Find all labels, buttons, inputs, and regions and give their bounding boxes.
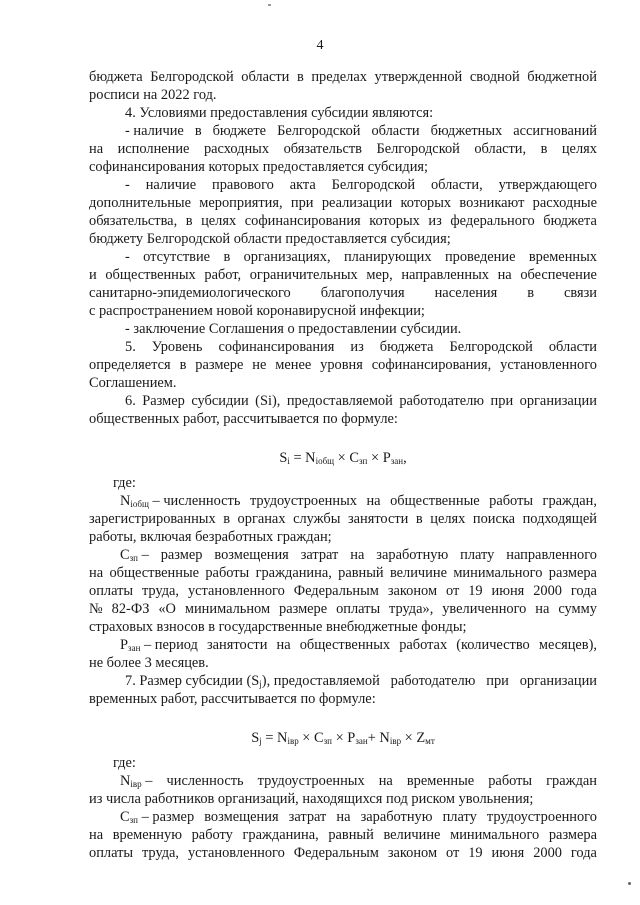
word: труда», <box>389 601 434 617</box>
formula-2: $S_j = N_{iвр} \times C_{зп} \times P_{зан}+ N_{iвр} \times Z_{мт}$ <box>251 730 435 746</box>
word: области <box>371 123 420 139</box>
word: возмещения <box>204 809 279 825</box>
word: области, <box>474 141 527 157</box>
paragraph-line: - заключение Соглашения о предоставлении субсидии. <box>125 321 462 337</box>
word: при <box>290 195 314 211</box>
word: организации <box>519 673 597 689</box>
word: возмещения <box>214 547 289 563</box>
word: софинансирования <box>244 213 361 229</box>
word: на <box>497 267 512 283</box>
word: размер <box>160 547 203 563</box>
word: поиска <box>472 511 516 527</box>
paragraph-line: общественных работ, рассчитывается по формуле: <box>89 411 398 427</box>
word: размере <box>279 601 328 617</box>
word: исполнение <box>117 141 190 157</box>
paragraph-line: бюджету Белгородской области предоставляется субсидия; <box>89 231 451 247</box>
paragraph-line <box>89 140 597 158</box>
word: в <box>527 285 535 301</box>
word: 5. <box>125 339 136 355</box>
paragraph-line: временных работ, рассчитывается по формуле: <box>89 691 376 707</box>
word: утвержденной <box>374 69 463 85</box>
word: определяется <box>89 357 171 373</box>
word: области <box>548 339 597 355</box>
word: федерального <box>450 213 535 229</box>
word: из <box>428 213 442 229</box>
word: которых <box>400 195 452 211</box>
word: 19 <box>468 845 483 861</box>
word: плату <box>460 547 495 563</box>
paragraph-line <box>89 826 597 844</box>
word: затрат <box>300 547 339 563</box>
word: граждан <box>546 773 597 789</box>
word: равный <box>328 827 374 843</box>
word: граждан, <box>542 493 597 509</box>
word: мероприятия, <box>199 195 283 211</box>
word: Уровень <box>151 339 203 355</box>
word: ограничительных <box>249 267 358 283</box>
paragraph-line <box>89 564 597 582</box>
word: установленного <box>500 357 597 373</box>
paragraph-line: софинансирования которых предоставляется субсидия; <box>89 159 429 175</box>
word: трудоустроенных <box>257 773 365 789</box>
word: предоставляемой <box>286 393 393 409</box>
paragraph-line <box>89 338 597 356</box>
word: бюджета <box>89 69 143 85</box>
word: общественных <box>299 637 391 653</box>
word: (Si), <box>255 393 281 409</box>
word: утверждающего <box>498 177 597 193</box>
word: года <box>570 583 597 599</box>
word: размера <box>548 827 597 843</box>
word: в <box>223 249 231 265</box>
word: занятости <box>347 511 409 527</box>
word: установленного <box>187 583 285 599</box>
word: 2000 <box>533 583 562 599</box>
word: работы <box>488 773 533 789</box>
word: направленных <box>401 267 489 283</box>
word: в <box>179 357 187 373</box>
word: Белгородской <box>376 141 460 157</box>
paragraph-line <box>89 582 597 600</box>
word: софинансирования, <box>371 357 492 373</box>
word: равный <box>338 565 384 581</box>
paragraph-line: 7. Размер субсидии $(S_j)$, предоставляемой работодателю при организации <box>125 673 597 689</box>
word: общественных <box>105 267 196 283</box>
word: 2000 <box>533 845 562 861</box>
word: зарегистрированных <box>89 511 216 527</box>
word: июня <box>491 583 525 599</box>
word: размере <box>195 357 244 373</box>
paragraph-line: $N_{iобщ}$ – численность трудоустроенных на общественные работы граждан, <box>120 493 597 509</box>
word: занятости <box>206 637 268 653</box>
paragraph-line: $C_{зп}$ – размер возмещения затрат на заработную плату трудоустроенного <box>120 809 597 825</box>
word: заработную <box>376 547 449 563</box>
word: временную <box>112 827 182 843</box>
word: Размер <box>142 393 185 409</box>
word: месяцев), <box>538 637 597 653</box>
word: из <box>350 339 364 355</box>
word: связи <box>563 285 597 301</box>
word: возникают <box>459 195 525 211</box>
word: при <box>486 673 509 689</box>
word: Федеральным <box>293 583 379 599</box>
paragraph-line <box>89 176 597 194</box>
word: минимальном <box>184 601 271 617</box>
paragraph-line: $C_{зп}$ – размер возмещения затрат на заработную плату направленного <box>120 547 597 563</box>
scan-mark <box>268 4 271 6</box>
word: временных <box>528 249 597 265</box>
word: 19 <box>468 583 483 599</box>
paragraph-line: Соглашением. <box>89 375 177 391</box>
word: трудоустроенных <box>249 493 357 509</box>
word: заработную <box>360 809 433 825</box>
word: правового <box>212 177 274 193</box>
word: при <box>490 393 514 409</box>
word: софинансирования <box>218 339 335 355</box>
word: минимального <box>450 827 540 843</box>
word: общественные <box>109 565 200 581</box>
word: оплаты <box>336 601 381 617</box>
word: области, <box>430 177 483 193</box>
word: от <box>446 845 460 861</box>
word: бюджета <box>543 213 597 229</box>
word: гражданина, <box>255 565 332 581</box>
word: области <box>241 69 290 85</box>
word: трудоустроенного <box>486 809 597 825</box>
word: благополучия <box>320 285 405 301</box>
word: и <box>89 267 97 283</box>
word: расходные <box>532 195 597 211</box>
word: - наличие <box>125 123 184 139</box>
word: планирующих <box>343 249 432 265</box>
paragraph-line: $N_{iвр}$ – численность трудоустроенных на временные работы граждан <box>120 773 597 789</box>
paragraph-line <box>89 266 597 284</box>
word: 82-ФЗ <box>111 601 150 617</box>
paragraph-line <box>89 212 597 230</box>
word: величине <box>389 565 447 581</box>
word: работодателю <box>399 393 485 409</box>
paragraph-line <box>89 356 597 374</box>
word: (количество <box>456 637 530 653</box>
word: субсидии <box>191 393 249 409</box>
word: работу <box>191 827 233 843</box>
word: организациях, <box>243 249 331 265</box>
paragraph-line <box>89 600 597 618</box>
word: оплаты <box>89 583 134 599</box>
word: службы <box>293 511 341 527</box>
word: № <box>89 601 103 617</box>
word: – размер <box>141 809 195 825</box>
word: мер, <box>366 267 393 283</box>
word: работ, <box>204 267 242 283</box>
word: минимального <box>453 565 543 581</box>
paragraph-line: из числа работников организаций, находящихся под риском увольнения; <box>89 791 534 807</box>
word: обязательств <box>283 141 362 157</box>
word: Федеральным <box>293 845 379 861</box>
paragraph-line <box>89 68 597 86</box>
page-number: 4 <box>316 38 324 53</box>
word: которых <box>369 213 420 229</box>
word: на <box>336 809 351 825</box>
word: отсутствие <box>143 249 211 265</box>
word: бюджетной <box>527 69 597 85</box>
word: труда, <box>141 583 180 599</box>
paragraph-line <box>89 510 597 528</box>
word: величине <box>383 827 441 843</box>
word: работы <box>205 565 250 581</box>
word: законом <box>387 583 438 599</box>
word: санитарно-эпидемиологического <box>89 285 291 301</box>
word: - <box>125 177 130 193</box>
word: органах <box>237 511 286 527</box>
word: подходящей <box>522 511 597 527</box>
word: «О <box>158 601 176 617</box>
word: на <box>89 827 104 843</box>
word: плату <box>442 809 477 825</box>
word: в <box>296 69 304 85</box>
word: в <box>223 511 230 527</box>
paragraph-line <box>89 122 597 140</box>
paragraph-heading-4: 4. Условиями предоставления субсидии являются: <box>125 105 434 121</box>
paragraph-line: $P_{зан}$ – период занятости на общественных работах (количество месяцев), <box>120 637 597 653</box>
paragraph-line <box>89 844 597 862</box>
paragraph-line: с распространением новой коронавирусной инфекции; <box>89 303 425 319</box>
word: года <box>570 845 597 861</box>
word: менее <box>275 357 312 373</box>
word: наличие <box>145 177 197 193</box>
word: целях <box>430 511 466 527</box>
word: в <box>540 141 548 157</box>
word: дополнительные <box>89 195 191 211</box>
word: размера <box>548 565 597 581</box>
word: на <box>366 493 381 509</box>
word: работодателю <box>390 673 476 689</box>
word: работах <box>399 637 448 653</box>
word: направленного <box>506 547 597 563</box>
word: в <box>185 213 193 229</box>
word: на <box>350 547 365 563</box>
word: численность <box>166 773 244 789</box>
word: акта <box>289 177 316 193</box>
word: на <box>378 773 393 789</box>
word: Белгородской <box>449 339 533 355</box>
word: июня <box>491 845 525 861</box>
where-label: где: <box>113 475 136 491</box>
word: общественные <box>390 493 480 509</box>
word: – период <box>144 637 198 653</box>
word: реализации <box>321 195 393 211</box>
word: - <box>125 249 130 265</box>
word: – численность <box>152 493 241 509</box>
word: в <box>415 511 423 527</box>
word: 6. <box>125 393 136 409</box>
word: ассигнований <box>513 123 597 139</box>
paragraph-line: не более 3 месяцев. <box>89 655 209 671</box>
word: временные <box>406 773 475 789</box>
word: затрат <box>288 809 327 825</box>
word: труда, <box>141 845 180 861</box>
word: оплаты <box>89 845 134 861</box>
word: сумму <box>558 601 597 617</box>
word: уровня <box>320 357 363 373</box>
word: сводной <box>469 69 520 85</box>
paragraph-line <box>89 194 597 212</box>
word: – <box>145 773 153 789</box>
word: не <box>252 357 267 373</box>
word: населения <box>434 285 498 301</box>
paragraph-line: работы, включая безработных граждан; <box>89 529 332 545</box>
word: бюджетных <box>430 123 503 139</box>
scan-mark <box>628 882 631 885</box>
word: обеспечение <box>520 267 597 283</box>
word: Белгородской <box>331 177 416 193</box>
document-body <box>89 68 597 862</box>
word: Белгородской <box>150 69 234 85</box>
word: обязательства, <box>89 213 178 229</box>
word: Белгородской <box>277 123 361 139</box>
word: целях <box>201 213 237 229</box>
word: работы <box>489 493 534 509</box>
word: организации <box>519 393 597 409</box>
word: ), предоставляемой <box>261 673 380 689</box>
word: от <box>446 583 460 599</box>
word: гражданина, <box>242 827 319 843</box>
formula-1: $S_i = N_{iобщ} \times C_{зп} \times P_{зан}$, <box>279 450 407 466</box>
word: на <box>89 141 104 157</box>
word: бюджете <box>212 123 267 139</box>
word: расходных <box>203 141 270 157</box>
word: установленного <box>187 845 285 861</box>
paragraph-line <box>89 248 597 266</box>
where-label: где: <box>113 755 136 771</box>
word: на <box>535 601 550 617</box>
word: целях <box>561 141 597 157</box>
word: – <box>141 547 149 563</box>
word: проведение <box>444 249 516 265</box>
paragraph-line <box>89 392 597 410</box>
word: законом <box>387 845 438 861</box>
paragraph-line: страховых взносов в государственные внебюджетные фонды; <box>89 619 467 635</box>
word: пределах <box>311 69 367 85</box>
paragraph-line: росписи на 2022 год. <box>89 87 217 103</box>
word: в <box>194 123 202 139</box>
word: на <box>89 565 104 581</box>
word: бюджета <box>379 339 434 355</box>
word: увеличенного <box>442 601 527 617</box>
paragraph-line <box>89 284 597 302</box>
word: на <box>276 637 291 653</box>
